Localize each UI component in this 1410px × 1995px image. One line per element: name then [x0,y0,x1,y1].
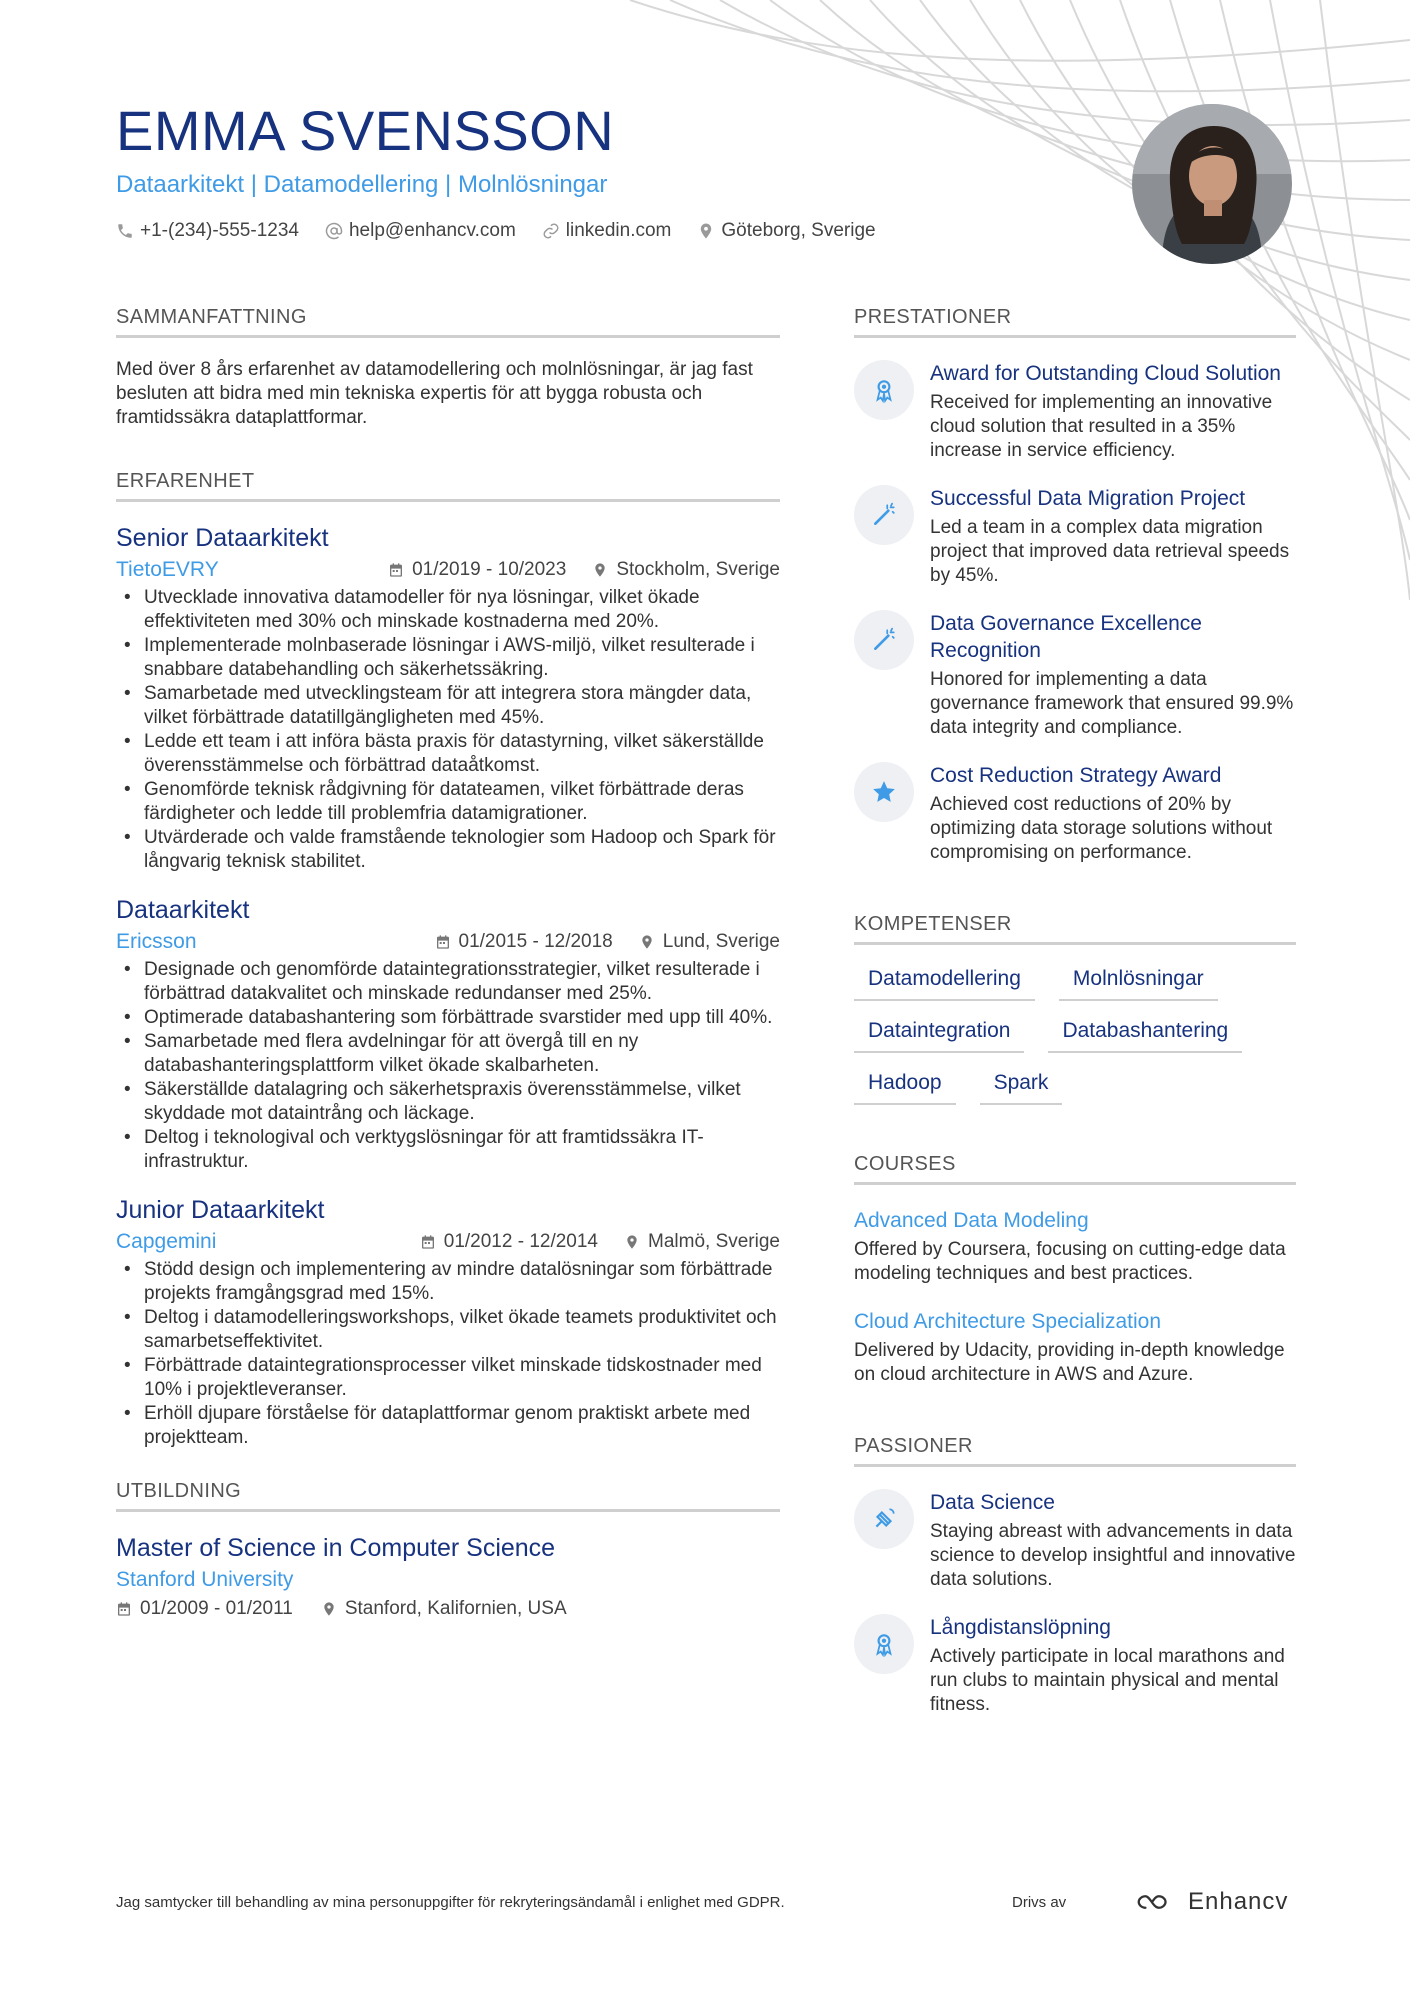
brand-name: Enhancv [1188,1888,1289,1915]
page-footer [116,1884,1296,1920]
job-bullets [116,958,780,1174]
job-title: Junior Dataarkitekt [116,1196,325,1224]
summary-text: Med över 8 års erfarenhet av datamodellering och molnlösningar, är jag fast besluten att bidra med min tekniska expertis för att bygga robusta och framtidssäkra dataplattformar. [116,359,753,428]
right-column [854,306,1296,1757]
passion-description: Staying abreast with advancements in data science to develop insightful and innovative data solutions. [930,1521,1296,1590]
school-name: Stanford University [116,1568,294,1591]
course-title: Cloud Architecture Specialization [854,1310,1162,1333]
summary-heading: SAMMANFATTNING [116,306,780,338]
job-location: Stockholm, Sverige [592,559,780,581]
contact-phone[interactable] [116,220,299,242]
skills-section [854,913,1296,1105]
achievement-description: Led a team in a complex data migration project that improved data retrieval speeds by 45%. [930,517,1290,586]
job-title: Senior Dataarkitekt [116,524,329,552]
achievement-title: Successful Data Migration Project [930,487,1246,510]
passion-title: Långdistanslöpning [930,1616,1111,1639]
skill-tag: Databashantering [1048,1019,1242,1053]
job-title: Dataarkitekt [116,896,250,924]
calendar-icon [388,562,404,578]
job-location: Malmö, Sverige [624,1231,780,1253]
bullet-item: • Utvecklade innovativa datamodeller för nya lösningar, vilket ökade effektiviteten med 30% och minskade kostnaderna med 20%. [116,586,780,634]
achievement-item [854,360,1296,463]
passion-item [854,1489,1296,1592]
passion-title: Data Science [930,1491,1055,1514]
passions-section [854,1435,1296,1717]
resume-header [116,98,1116,242]
bullet-item: • Samarbetade med flera avdelningar för att övergå till en ny databashanteringsplattform vilket ökade skalbarheten. [116,1030,780,1078]
experience-heading: ERFARENHET [116,470,780,502]
bullet-item: • Deltog i teknologival och verktygslösningar för att framtidssäkra IT-infrastruktur. [116,1126,780,1174]
education-heading: UTBILDNING [116,1480,780,1512]
star-icon [871,779,897,805]
achievement-title: Award for Outstanding Cloud Solution [930,362,1281,385]
bullet-item: • Säkerställde datalagring och säkerhetspraxis överensstämmelse, vilket skyddade mot dataintrång och läckage. [116,1078,780,1126]
company-name: Ericsson [116,930,197,953]
passion-description: Actively participate in local marathons and run clubs to maintain physical and mental fitness. [930,1646,1285,1715]
course-description: Offered by Coursera, focusing on cutting-edge data modeling techniques and best practices. [854,1239,1286,1284]
award-ribbon-icon [871,1631,897,1657]
experience-section [116,470,780,1450]
course-item [854,1207,1296,1286]
achievement-item [854,762,1296,865]
magic-wand-icon [871,627,897,653]
job-bullets [116,586,780,874]
bullet-item: • Erhöll djupare förståelse för dataplattformar genom praktiskt arbete med projektteam. [116,1402,780,1450]
job-entry [116,522,780,874]
phone-text: +1-(234)-555-1234 [140,220,299,241]
skills-heading: KOMPETENSER [854,913,1296,945]
passion-item [854,1614,1296,1717]
course-description: Delivered by Udacity, providing in-depth knowledge on cloud architecture in AWS and Azure. [854,1340,1285,1385]
course-item [854,1308,1296,1387]
bullet-item: • Deltog i datamodelleringsworkshops, vilket ökade teamets produktivitet och samarbetseffektivitet. [116,1306,780,1354]
map-pin-icon [321,1601,337,1617]
location-text: Göteborg, Sverige [721,220,876,241]
contact-email[interactable] [325,220,516,242]
profile-photo [1132,104,1292,264]
skill-tag: Dataintegration [854,1019,1024,1053]
bullet-item: • Stödd design och implementering av mindre datalösningar som förbättrade projekts framgångsgrad med 15%. [116,1258,780,1306]
calendar-icon [435,934,451,950]
job-bullets [116,1258,780,1450]
education-section [116,1480,780,1620]
bullet-item: • Samarbetade med utvecklingsteam för att integrera stora mängder data, vilket förbättrade datatillgängligheten med 45%. [116,682,780,730]
achievements-heading: PRESTATIONER [854,306,1296,338]
skill-tag: Molnlösningar [1059,967,1218,1001]
skill-tag: Spark [980,1071,1063,1105]
passions-heading: PASSIONER [854,1435,1296,1467]
link-icon [542,222,560,240]
bullet-item: • Utvärderade och valde framstående teknologier som Hadoop och Spark för långvarig teknisk stabilitet. [116,826,780,874]
achievement-description: Honored for implementing a data governance framework that ensured 99.9% data integrity and compliance. [930,669,1294,738]
map-pin-icon [624,1234,640,1250]
candidate-name: EMMA SVENSSON [116,99,615,162]
gdpr-consent-text: Jag samtycker till behandling av mina personuppgifter för rekryteringsändamål i enlighet med GDPR. [116,1893,785,1911]
achievement-description: Achieved cost reductions of 20% by optimizing data storage solutions without compromising on performance. [930,794,1273,863]
education-location: Stanford, Kalifornien, USA [321,1598,567,1620]
bullet-item: • Ledde ett team i att införa bästa praxis för datastyrning, vilket säkerställde överensstämmelse och förbättrad dataåtkomst. [116,730,780,778]
bullet-item: • Genomförde teknisk rådgivning för datateamen, vilket förbättrade deras färdigheter och ledde till problemfria datamigrationer. [116,778,780,826]
award-ribbon-icon [871,377,897,403]
courses-section [854,1153,1296,1387]
achievement-description: Received for implementing an innovative cloud solution that resulted in a 35% increase in service efficiency. [930,392,1273,461]
phone-icon [116,222,134,240]
courses-heading: COURSES [854,1153,1296,1185]
contact-bar [116,220,1116,242]
job-dates: 01/2019 - 10/2023 [388,559,566,581]
job-location: Lund, Sverige [639,931,780,953]
course-title: Advanced Data Modeling [854,1209,1089,1232]
contact-linkedin[interactable] [542,220,672,242]
job-dates: 01/2012 - 12/2014 [420,1231,598,1253]
map-pin-icon [697,222,715,240]
job-entry [116,894,780,1174]
calendar-icon [116,1601,132,1617]
brand-logo[interactable] [1132,1888,1288,1916]
linkedin-text: linkedin.com [565,220,672,241]
skill-tag: Hadoop [854,1071,956,1105]
education-dates: 01/2009 - 01/2011 [116,1598,293,1620]
job-dates: 01/2015 - 12/2018 [435,931,613,953]
email-text: help@enhancv.com [348,220,516,241]
bullet-item: • Optimerade databashantering som förbättrade svarstider med upp till 40%. [116,1006,780,1030]
bullet-item: • Designade och genomförde dataintegrationsstrategier, vilket resulterade i förbättrad datakvalitet och minskade redundanser med 25%. [116,958,780,1006]
at-icon [325,222,343,240]
achievement-title: Cost Reduction Strategy Award [930,764,1222,787]
summary-section [116,306,780,430]
calendar-icon [420,1234,436,1250]
left-column [116,306,780,1660]
contact-location [697,220,875,242]
company-name: Capgemini [116,1230,217,1253]
satellite-icon [871,1506,897,1532]
candidate-headline: Dataarkitekt | Datamodellering | Molnlösningar [116,171,608,198]
job-entry [116,1194,780,1450]
achievements-section [854,306,1296,865]
bullet-item: • Implementerade molnbaserade lösningar i AWS-miljö, vilket resulterade i snabbare databehandling och säkerhetssäkring. [116,634,780,682]
degree-title: Master of Science in Computer Science [116,1534,556,1562]
skill-tag: Datamodellering [854,967,1035,1001]
magic-wand-icon [871,502,897,528]
achievement-title: Data Governance Excellence Recognition [930,612,1202,662]
map-pin-icon [639,934,655,950]
powered-by-label: Drivs av [1012,1893,1067,1911]
company-name: TietoEVRY [116,558,219,581]
bullet-item: • Förbättrade dataintegrationsprocesser vilket minskade tidskostnader med 10% i projektleveranser. [116,1354,780,1402]
achievement-item [854,485,1296,588]
achievement-item [854,610,1296,740]
enhancv-logo-icon [1132,1890,1178,1914]
map-pin-icon [592,562,608,578]
